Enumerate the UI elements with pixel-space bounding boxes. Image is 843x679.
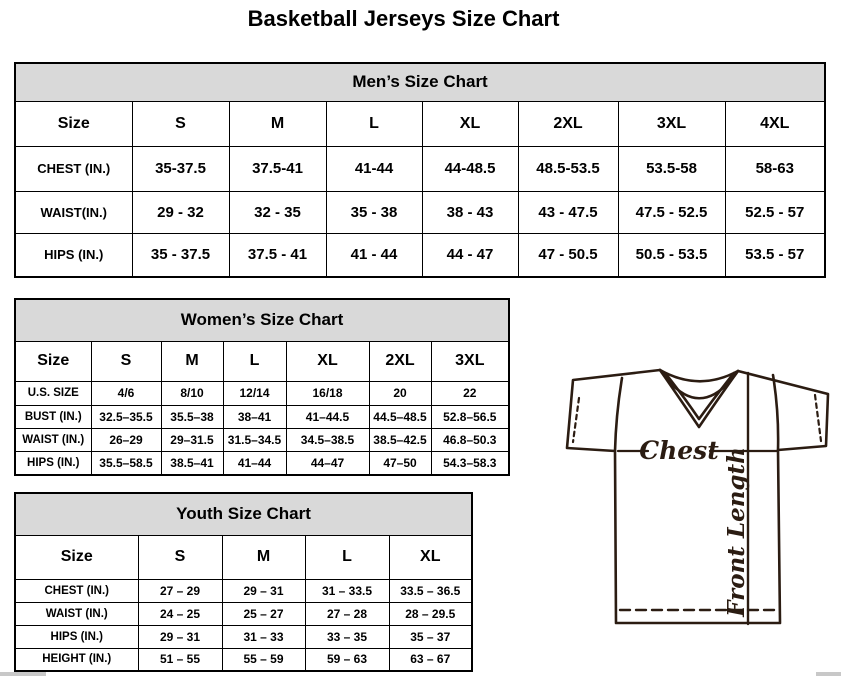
size-value: 38 - 43 [422, 191, 518, 233]
size-value: 58-63 [725, 146, 825, 191]
row-label: WAIST(IN.) [15, 191, 132, 233]
mens-title-row [15, 63, 825, 101]
mens-table-title: Men’s Size Chart [15, 63, 825, 101]
col-header: XL [286, 341, 369, 381]
size-value: 29 – 31 [222, 579, 305, 602]
womens-size-table [14, 298, 510, 476]
size-value: 41 - 44 [326, 233, 422, 277]
col-header: 3XL [618, 101, 725, 146]
size-value: 63 – 67 [389, 648, 472, 671]
size-value: 31 – 33.5 [305, 579, 389, 602]
scrollbar-fragment-right [816, 672, 841, 676]
col-header: Size [15, 535, 138, 579]
page-title: Basketball Jerseys Size Chart [247, 6, 560, 31]
chest-label: Chest [639, 436, 719, 465]
size-value: 35.5–38 [161, 405, 223, 428]
size-value: 31 – 33 [222, 625, 305, 648]
size-value: 25 – 27 [222, 602, 305, 625]
col-header: L [326, 101, 422, 146]
size-value: 33 – 35 [305, 625, 389, 648]
jersey-diagram [558, 362, 840, 662]
size-value: 22 [431, 381, 509, 405]
table-row [15, 579, 472, 602]
size-value: 59 – 63 [305, 648, 389, 671]
row-label: WAIST (IN.) [15, 602, 138, 625]
row-label: CHEST (IN.) [15, 579, 138, 602]
size-value: 28 – 29.5 [389, 602, 472, 625]
col-header: M [229, 101, 326, 146]
col-header: 2XL [518, 101, 618, 146]
womens-title-row [15, 299, 509, 341]
row-label: BUST (IN.) [15, 405, 91, 428]
col-header: 2XL [369, 341, 431, 381]
size-value: 33.5 – 36.5 [389, 579, 472, 602]
size-value: 8/10 [161, 381, 223, 405]
size-value: 41-44 [326, 146, 422, 191]
youth-column-header-row [15, 535, 472, 579]
size-value: 27 – 28 [305, 602, 389, 625]
size-value: 46.8–50.3 [431, 428, 509, 451]
row-label: CHEST (IN.) [15, 146, 132, 191]
youth-size-table [14, 492, 473, 672]
size-value: 52.8–56.5 [431, 405, 509, 428]
size-value: 48.5-53.5 [518, 146, 618, 191]
row-label: WAIST (IN.) [15, 428, 91, 451]
size-value: 20 [369, 381, 431, 405]
size-value: 35 - 38 [326, 191, 422, 233]
table-row [15, 451, 509, 475]
size-value: 53.5 - 57 [725, 233, 825, 277]
col-header: M [161, 341, 223, 381]
row-label: HEIGHT (IN.) [15, 648, 138, 671]
womens-table-title: Women’s Size Chart [15, 299, 509, 341]
col-header: S [91, 341, 161, 381]
size-value: 43 - 47.5 [518, 191, 618, 233]
row-label: HIPS (IN.) [15, 625, 138, 648]
size-value: 26–29 [91, 428, 161, 451]
size-value: 52.5 - 57 [725, 191, 825, 233]
size-value: 54.3–58.3 [431, 451, 509, 475]
size-value: 27 – 29 [138, 579, 222, 602]
mens-column-header-row [15, 101, 825, 146]
size-value: 38–41 [223, 405, 286, 428]
scrollbar-fragment-left [0, 672, 46, 676]
col-header: 4XL [725, 101, 825, 146]
row-label: HIPS (IN.) [15, 233, 132, 277]
size-value: 38.5–42.5 [369, 428, 431, 451]
col-header: Size [15, 341, 91, 381]
size-value: 37.5-41 [229, 146, 326, 191]
size-value: 44-48.5 [422, 146, 518, 191]
jersey-icon [558, 362, 840, 662]
table-row [15, 146, 825, 191]
size-value: 31.5–34.5 [223, 428, 286, 451]
size-value: 53.5-58 [618, 146, 725, 191]
size-value: 34.5–38.5 [286, 428, 369, 451]
size-value: 32.5–35.5 [91, 405, 161, 428]
table-row [15, 381, 509, 405]
table-row [15, 405, 509, 428]
size-value: 4/6 [91, 381, 161, 405]
size-value: 41–44.5 [286, 405, 369, 428]
size-value: 35.5–58.5 [91, 451, 161, 475]
size-value: 44 - 47 [422, 233, 518, 277]
size-value: 29–31.5 [161, 428, 223, 451]
size-value: 41–44 [223, 451, 286, 475]
front-length-label: Front Length [723, 447, 750, 617]
size-value: 44.5–48.5 [369, 405, 431, 428]
size-value: 38.5–41 [161, 451, 223, 475]
size-value: 24 – 25 [138, 602, 222, 625]
col-header: S [132, 101, 229, 146]
size-value: 29 – 31 [138, 625, 222, 648]
col-header: M [222, 535, 305, 579]
col-header: XL [389, 535, 472, 579]
table-row [15, 602, 472, 625]
size-value: 47–50 [369, 451, 431, 475]
table-row [15, 648, 472, 671]
size-value: 50.5 - 53.5 [618, 233, 725, 277]
table-row [15, 625, 472, 648]
row-label: HIPS (IN.) [15, 451, 91, 475]
size-value: 35 – 37 [389, 625, 472, 648]
col-header: S [138, 535, 222, 579]
table-row [15, 428, 509, 451]
mens-size-table [14, 62, 826, 278]
youth-table-title: Youth Size Chart [15, 493, 472, 535]
col-header: 3XL [431, 341, 509, 381]
row-label: U.S. SIZE [15, 381, 91, 405]
size-value: 55 – 59 [222, 648, 305, 671]
col-header: L [305, 535, 389, 579]
size-value: 44–47 [286, 451, 369, 475]
womens-column-header-row [15, 341, 509, 381]
size-value: 32 - 35 [229, 191, 326, 233]
size-value: 16/18 [286, 381, 369, 405]
size-value: 35 - 37.5 [132, 233, 229, 277]
table-row [15, 233, 825, 277]
col-header: XL [422, 101, 518, 146]
table-row [15, 191, 825, 233]
size-value: 37.5 - 41 [229, 233, 326, 277]
size-value: 29 - 32 [132, 191, 229, 233]
col-header: Size [15, 101, 132, 146]
size-value: 47 - 50.5 [518, 233, 618, 277]
size-value: 47.5 - 52.5 [618, 191, 725, 233]
size-value: 35-37.5 [132, 146, 229, 191]
size-value: 51 – 55 [138, 648, 222, 671]
youth-title-row [15, 493, 472, 535]
size-value: 12/14 [223, 381, 286, 405]
col-header: L [223, 341, 286, 381]
